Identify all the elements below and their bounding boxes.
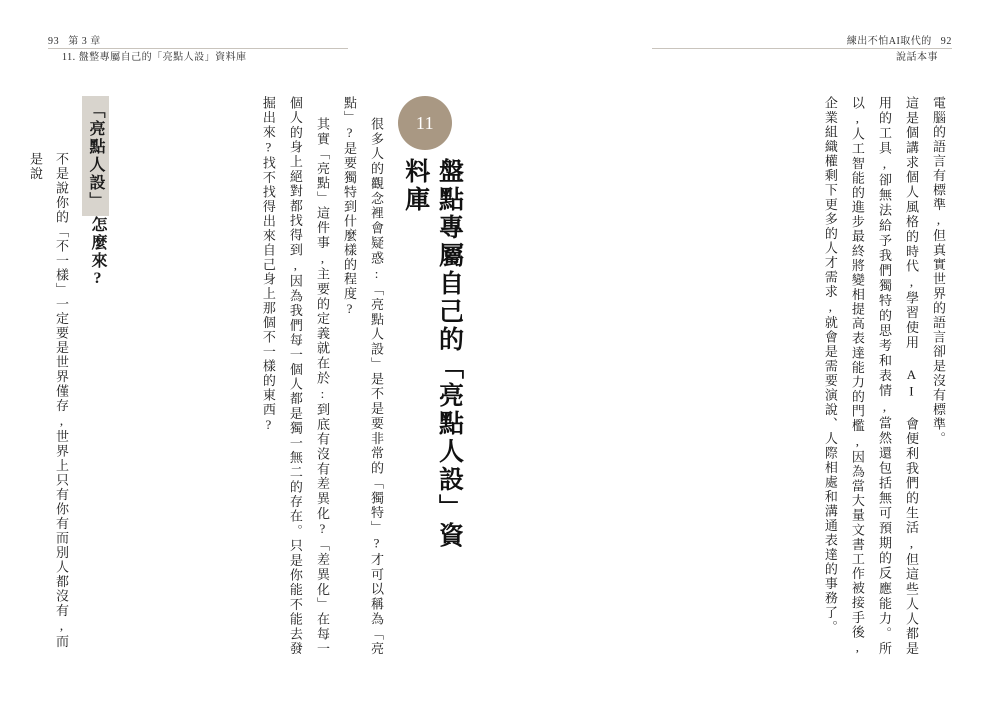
running-head-right-title: 練出不怕AI取代的 bbox=[846, 36, 932, 47]
running-head-left-chapter: 第 3 章 bbox=[68, 36, 101, 47]
paragraph: 很多人的觀念裡會疑惑:「亮點人設」是不是要非常的「獨特」?才可以稱為「亮點」?是要獨特到什麼樣的程度? bbox=[341, 96, 384, 656]
page-number-right: 92 bbox=[940, 36, 952, 47]
chapter-title: 盤點專屬自己的「亮點人設」資料庫 bbox=[401, 158, 463, 550]
right-page-body bbox=[662, 96, 952, 656]
left-page-tail-paragraph: 不是說你的「不一樣」一定要是世界僅存,世界上只有你有而別人都沒有,而是說 bbox=[28, 152, 69, 649]
page-gutter bbox=[500, 0, 501, 710]
running-head-rule-right bbox=[652, 48, 952, 49]
paragraph: 其實「亮點」這件事,主要的定義就在於:到底有沒有差異化?「差異化」在每一個人的身上絕對都找得到,因為我們每一個人都是獨一無二的存在。只是你能不能去發掘出來?找不找得出來自己身上那個不一樣的東西? bbox=[260, 96, 330, 656]
paragraph: 這是個講求個人風格的時代,學習使用 AI 會便利我們的生活,但這些人人都是用的工具,卻無法給予我們獨特的思考和表情,當然還包括無可預期的反應能力。所以,人工智能的進步最終將變相提高表達能力的門檻,因為當大量文書工作被接手後,企業組織權剩下更多的人才需求,就會是需要演說、人際相處和溝通表達的事務了。 bbox=[822, 96, 919, 656]
running-head-right-subtitle: 說話本事 bbox=[896, 51, 938, 63]
sub-heading-rest: 怎麼來? bbox=[89, 216, 106, 289]
running-head-left bbox=[48, 34, 247, 65]
running-head-right bbox=[847, 34, 952, 65]
left-page-body bbox=[120, 96, 390, 656]
paragraph: 電腦的語言有標準,但真實世界的語言卻是沒有標準。 bbox=[931, 96, 946, 446]
sub-heading bbox=[82, 96, 109, 396]
chapter-number-badge: 11 bbox=[398, 96, 452, 150]
running-head-rule-left bbox=[48, 48, 348, 49]
sub-heading-boxed-label: 「亮點人設」 bbox=[82, 96, 109, 216]
running-head-left-section: 11. 盤整專屬自己的「亮點人設」資料庫 bbox=[62, 51, 247, 63]
page-number-left: 93 bbox=[48, 36, 60, 47]
